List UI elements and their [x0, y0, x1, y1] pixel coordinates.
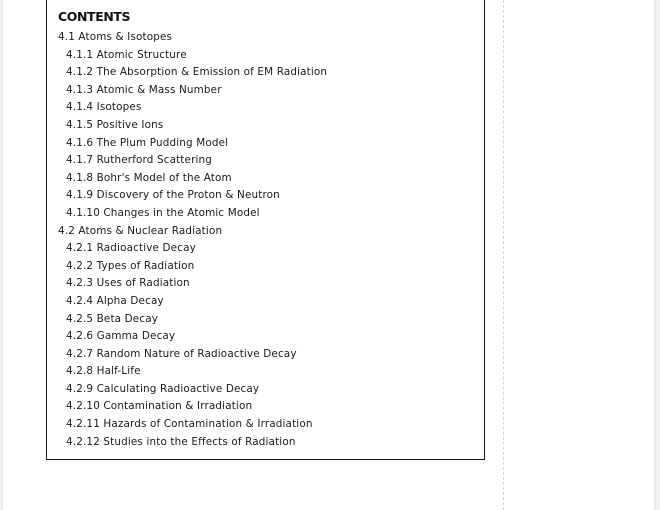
toc-link[interactable]: 4.1.5 Positive Ions [66, 118, 164, 131]
toc-link[interactable]: 4.2.3 Uses of Radiation [66, 277, 190, 290]
toc-link[interactable]: 4.2.9 Calculating Radioactive Decay [66, 382, 260, 395]
toc-link[interactable]: 4.1.8 Bohr's Model of the Atom [66, 171, 232, 184]
toc-link[interactable]: 4.1 Atoms & Isotopes [58, 31, 173, 43]
toc-link[interactable]: 4.1.6 The Plum Pudding Model [66, 136, 229, 149]
toc-link[interactable]: 4.1.10 Changes in the Atomic Model [66, 206, 260, 219]
toc-link[interactable]: 4.2.11 Hazards of Contamination & Irradiation [66, 418, 313, 431]
toc-link[interactable]: 4.2.1 Radioactive Decay [66, 242, 196, 255]
toc-link[interactable]: 4.1.1 Atomic Structure [66, 48, 187, 61]
margin-guide [503, 0, 504, 510]
toc-list [47, 29, 327, 451]
toc-link[interactable]: 4.1.4 Isotopes [66, 101, 142, 114]
toc-title: CONTENTS [58, 9, 131, 24]
toc-link[interactable]: 4.2 Atoms & Nuclear Radiation [58, 224, 223, 237]
toc-link[interactable]: 4.1.3 Atomic & Mass Number [66, 83, 222, 96]
toc-link[interactable]: 4.2.5 Beta Decay [66, 312, 159, 325]
toc-link[interactable]: 4.2.2 Types of Radiation [66, 259, 195, 272]
document-page [3, 0, 654, 510]
toc-link[interactable]: 4.1.2 The Absorption & Emission of EM Radiation [66, 66, 328, 79]
table-of-contents [46, 0, 485, 460]
toc-link[interactable]: 4.2.7 Random Nature of Radioactive Decay [66, 347, 297, 360]
toc-link[interactable]: 4.2.8 Half-Life [66, 365, 141, 378]
toc-link[interactable]: 4.1.7 Rutherford Scattering [66, 154, 213, 167]
toc-link[interactable]: 4.2.6 Gamma Decay [66, 330, 176, 343]
toc-link[interactable]: 4.2.12 Studies into the Effects of Radiation [66, 435, 296, 448]
toc-link[interactable]: 4.1.9 Discovery of the Proton & Neutron [66, 189, 280, 202]
toc-link[interactable]: 4.2.10 Contamination & Irradiation [66, 400, 253, 413]
toc-link[interactable]: 4.2.4 Alpha Decay [66, 294, 164, 307]
